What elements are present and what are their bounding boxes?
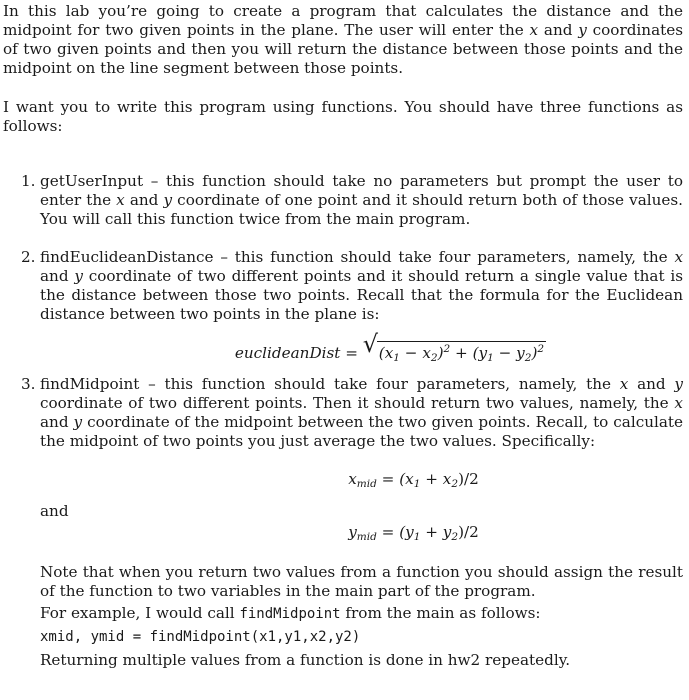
list-number: 1. [21,172,36,190]
ymid-formula: $y_{mid} = (y_1 + y_2)/2$ [348,523,479,543]
list-item-find-midpoint [3,375,683,670]
list-number: 3. [21,375,36,393]
intro-paragraph: In this lab you’re going to create a program that calculates the distance and the midpoint for two given points in the plane. The user will enter the x and y coordinates of two given points and then you will return the distance between those points and the midpoint on the line segment between those points. [3,2,684,77]
function-name: getUserInput [40,172,144,190]
item-text: findMidpoint – this function should take four parameters, namely, the x and y coordinate of two different points. Then it should return two values, namely, the x and y coordinate of the midpoint between the two given points. Recall, to calculate the midpoint of two points you just average the two values. Specifically: [40,375,684,450]
and-text: and [40,502,69,520]
inline-code: findMidpoint [239,606,341,622]
returning-paragraph: Returning multiple values from a function is done in hw2 repeatedly. [40,651,571,669]
item-text: getUserInput – this function should take no parameters but prompt the user to enter the x and y coordinate of one point and it should return both of those values. You will call this function twice from the main program. [40,172,684,228]
document-page [3,0,683,670]
function-name: findMidpoint [40,375,140,393]
distance-formula: euclideanDist = √ $(x_1 - x_2)^2 + (y_1 - y_2)^2$ [234,330,545,364]
code-line: xmid, ymid = findMidpoint(x1,y1,x2,y2) [40,629,361,645]
function-name: findEuclideanDistance [40,248,214,266]
note-paragraph: Note that when you return two values from a function you should assign the result of the function to two variables in the main part of the program. [40,563,683,600]
list-item-get-user-input [3,172,683,229]
list-item-find-euclidean-distance [3,248,683,363]
xmid-formula: $x_{mid} = (x_1 + x_2)/2$ [348,470,479,490]
radical-sign-icon: √ [362,330,379,358]
list-number: 2. [21,248,36,266]
square-root: √ $(x_1 - x_2)^2 + (y_1 - y_2)^2$ [362,330,545,364]
example-paragraph: For example, I would call findMidpoint from the main as follows: [40,604,541,622]
functions-intro: I want you to write this program using functions. You should have three functions as follows: [3,98,683,135]
item-text: findEuclideanDistance – this function should take four parameters, namely, the x and y coordinate of two different points and it should return a single value that is the distance between those two points. Recall that the formula for the Euclidean distance between two points in the plane is: [40,248,684,323]
